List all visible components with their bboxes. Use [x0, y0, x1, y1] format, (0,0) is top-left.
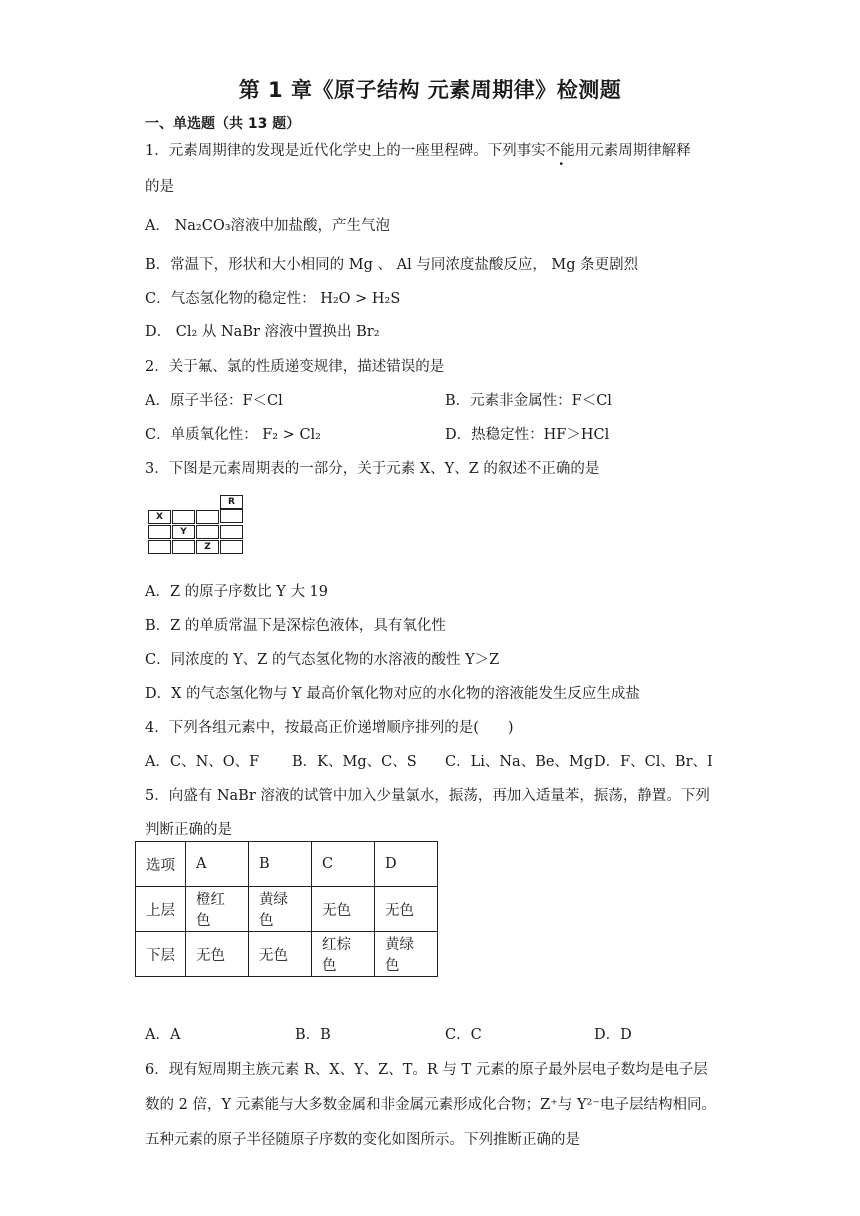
- cell-x: X: [148, 510, 171, 524]
- table-header-row: [136, 842, 438, 887]
- question-4-option-c: C．Li、Na、Be、Mg: [445, 754, 594, 770]
- table-cell: 黄绿色: [375, 932, 438, 977]
- question-1-option-d: D． Cl₂ 从 NaBr 溶液中置换出 Br₂: [145, 324, 380, 340]
- cell-empty: [148, 525, 171, 539]
- question-5-option-b: B．B: [295, 1027, 331, 1043]
- table-cell: D: [375, 842, 438, 887]
- table-cell: 黄绿色: [249, 887, 312, 932]
- question-5-option-d: D．D: [594, 1027, 632, 1043]
- table-cell: 无色: [375, 887, 438, 932]
- cell-empty: [196, 510, 219, 524]
- question-5-option-c: C．C: [445, 1027, 482, 1043]
- question-1-option-a: A． Na₂CO₃溶液中加盐酸，产生气泡: [145, 218, 391, 234]
- question-1-stem-line2: 的是: [145, 179, 174, 195]
- question-3-stem: 3．下图是元素周期表的一部分，关于元素 X、Y、Z 的叙述不正确的是: [145, 461, 600, 477]
- question-1-stem-part1: 1．元素周期律的发现是近代化学史上的一座里程碑。下列事实: [145, 143, 546, 159]
- table-cell: 无色: [249, 932, 312, 977]
- question-4-stem: 4．下列各组元素中，按最高正价递增顺序排列的是( ): [145, 720, 514, 736]
- question-6-stem-line3: 五种元素的原子半径随原子序数的变化如图所示。下列推断正确的是: [145, 1132, 580, 1148]
- table-cell: 选项: [136, 842, 186, 887]
- section-heading: 一、单选题（共 13 题）: [145, 116, 301, 132]
- cell-empty: [172, 510, 195, 524]
- question-5-stem-line2: 判断正确的是: [145, 822, 232, 838]
- cell-y: Y: [172, 525, 195, 539]
- question-3-option-c: C．同浓度的 Y、Z 的气态氢化物的水溶液的酸性 Y＞Z: [145, 652, 500, 668]
- table-cell: C: [312, 842, 375, 887]
- question-3-option-a: A．Z 的原子序数比 Y 大 19: [145, 584, 329, 600]
- question-1-option-c: C．气态氢化物的稳定性： H₂O > H₂S: [145, 291, 401, 307]
- question-3-option-d: D．X 的气态氢化物与 Y 最高价氧化物对应的水化物的溶液能发生反应生成盐: [145, 686, 640, 702]
- question-5-option-a: A．A: [145, 1027, 181, 1043]
- question-4-option-d: D．F、Cl、Br、I: [594, 754, 713, 770]
- cell-empty: [196, 525, 219, 539]
- question-1-emphasis: 不能: [545, 143, 575, 159]
- table-cell: A: [186, 842, 249, 887]
- table-cell: 上层: [136, 887, 186, 932]
- question-2-option-c: C．单质氧化性： F₂ > Cl₂: [145, 427, 321, 443]
- cell-empty: [172, 540, 195, 554]
- question-6-stem-line2: 数的 2 倍，Y 元素能与大多数金属和非金属元素形成化合物；Z⁺与 Y²⁻电子层结构相同。: [145, 1097, 716, 1113]
- question-2-option-a: A．原子半径：F＜Cl: [145, 393, 283, 409]
- question-1-stem-part2: 用元素周期律解释: [574, 143, 691, 159]
- cell-r: R: [220, 495, 243, 509]
- table-cell: 橙红色: [186, 887, 249, 932]
- question-4-option-a: A．C、N、O、F: [145, 754, 260, 770]
- table-cell: 无色: [186, 932, 249, 977]
- table-cell: 下层: [136, 932, 186, 977]
- cell-empty: [148, 540, 171, 554]
- cell-z: Z: [196, 540, 219, 554]
- question-2-option-d: D．热稳定性：HF＞HCl: [445, 427, 610, 443]
- question-1-stem: [145, 139, 691, 160]
- question-5-table: [135, 841, 438, 977]
- table-cell: 无色: [312, 887, 375, 932]
- question-4-option-b: B．K、Mg、C、S: [292, 754, 417, 770]
- table-row: [136, 887, 438, 932]
- question-3-option-b: B．Z 的单质常温下是深棕色液体，具有氧化性: [145, 618, 446, 634]
- question-6-stem: 6．现有短周期主族元素 R、X、Y、Z、T。R 与 T 元素的原子最外层电子数均是电子层: [145, 1062, 708, 1078]
- page-title: 第 1 章《原子结构 元素周期律》检测题: [238, 78, 622, 102]
- question-2-stem: 2．关于氟、氯的性质递变规律，描述错误的是: [145, 359, 445, 375]
- question-2-option-b: B．元素非金属性：F＜Cl: [445, 393, 612, 409]
- cell-empty: [220, 540, 243, 554]
- cell-empty: [220, 525, 243, 539]
- question-5-stem: 5．向盛有 NaBr 溶液的试管中加入少量氯水，振荡，再加入适量苯，振荡，静置。下列: [145, 788, 710, 804]
- question-1-option-b: B．常温下，形状和大小相同的 Mg 、 Al 与同浓度盐酸反应， Mg 条更剧烈: [145, 257, 639, 273]
- cell-empty: [220, 509, 243, 523]
- table-cell: B: [249, 842, 312, 887]
- table-row: [136, 932, 438, 977]
- table-cell: 红棕色: [312, 932, 375, 977]
